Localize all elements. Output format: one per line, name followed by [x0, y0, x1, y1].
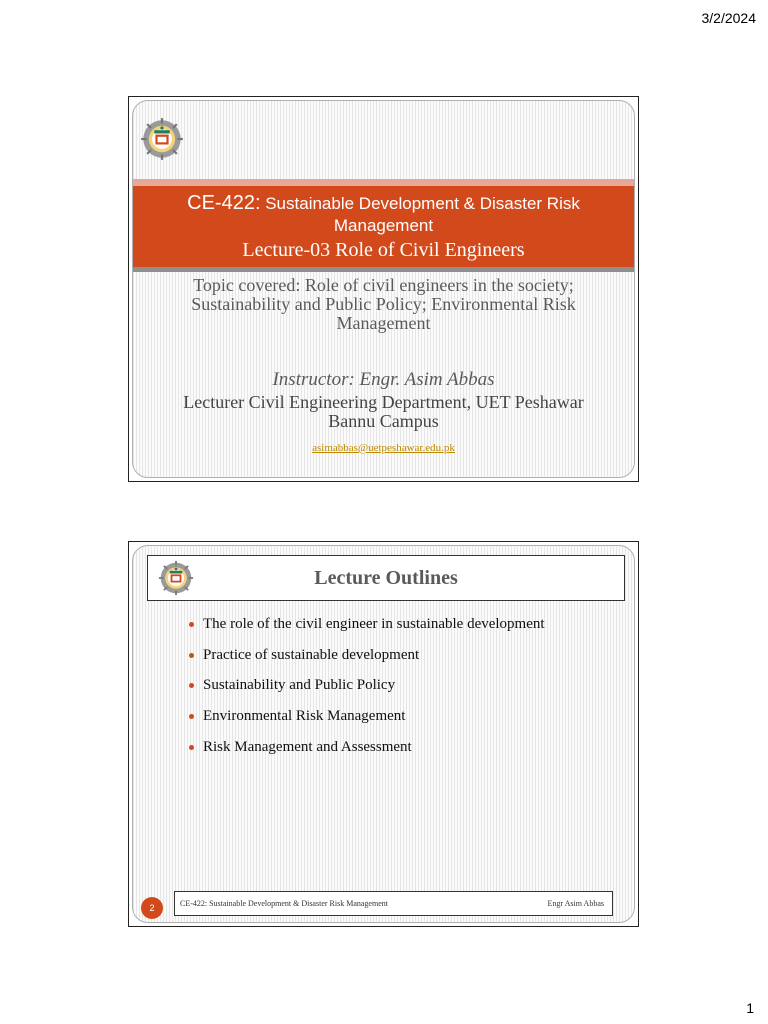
footer-course: CE-422: Sustainable Development & Disaster Risk Management	[180, 899, 388, 908]
lecturer-line-2: Bannu Campus	[328, 411, 439, 431]
list-item	[189, 645, 545, 665]
lecturer-affiliation	[143, 393, 624, 431]
list-item-text: Practice of sustainable development	[203, 646, 420, 663]
topic-line-2: Sustainability and Public Policy; Environmental Risk	[191, 294, 576, 314]
list-item-text: Environmental Risk Management	[203, 708, 406, 725]
slide-1	[128, 96, 639, 482]
topic-line-3: Management	[336, 313, 431, 333]
email-link[interactable]: asimabbas@uetpeshawar.edu.pk	[312, 442, 455, 454]
lecturer-line-1: Lecturer Civil Engineering Department, UET Peshawar	[183, 392, 584, 412]
title-band-accent	[133, 179, 634, 186]
slide-header	[147, 555, 625, 601]
list-item	[189, 706, 545, 726]
course-title-line1: Sustainable Development & Disaster Risk	[260, 194, 580, 213]
slide-2-frame	[132, 545, 635, 923]
university-seal-icon	[140, 117, 184, 161]
course-title	[133, 192, 634, 215]
slide-1-frame	[132, 100, 635, 478]
list-item-text: Risk Management and Assessment	[203, 738, 412, 755]
topics-covered	[153, 276, 614, 333]
lecture-title: Lecture-03 Role of Civil Engineers	[242, 239, 525, 261]
list-item	[189, 675, 545, 695]
bullet-dot-icon	[189, 745, 194, 750]
title-band	[133, 186, 634, 267]
bullet-dot-icon	[189, 714, 194, 719]
page-number: 1	[746, 1000, 754, 1016]
topic-line-1: Topic covered: Role of civil engineers in the society;	[193, 275, 574, 295]
footer-author: Engr Asim Abbas	[547, 899, 604, 908]
list-item	[189, 614, 545, 634]
slide-footer	[174, 891, 613, 916]
bullet-dot-icon	[189, 653, 194, 658]
slide-2	[128, 541, 639, 927]
instructor-email	[133, 442, 634, 454]
page-date: 3/2/2024	[701, 10, 756, 26]
bullet-dot-icon	[189, 622, 194, 627]
slide-number-badge: 2	[141, 897, 163, 919]
outline-list	[189, 614, 545, 767]
title-band-divider	[133, 267, 634, 272]
bullet-dot-icon	[189, 683, 194, 688]
course-title-line2: Management	[333, 216, 434, 235]
course-code: CE-422:	[187, 192, 261, 214]
list-item	[189, 737, 545, 757]
list-item-text: Sustainability and Public Policy	[203, 677, 396, 694]
slide-title: Lecture Outlines	[314, 567, 458, 589]
list-item-text: The role of the civil engineer in sustainable development	[203, 616, 545, 632]
instructor-name: Instructor: Engr. Asim Abbas	[272, 369, 495, 390]
